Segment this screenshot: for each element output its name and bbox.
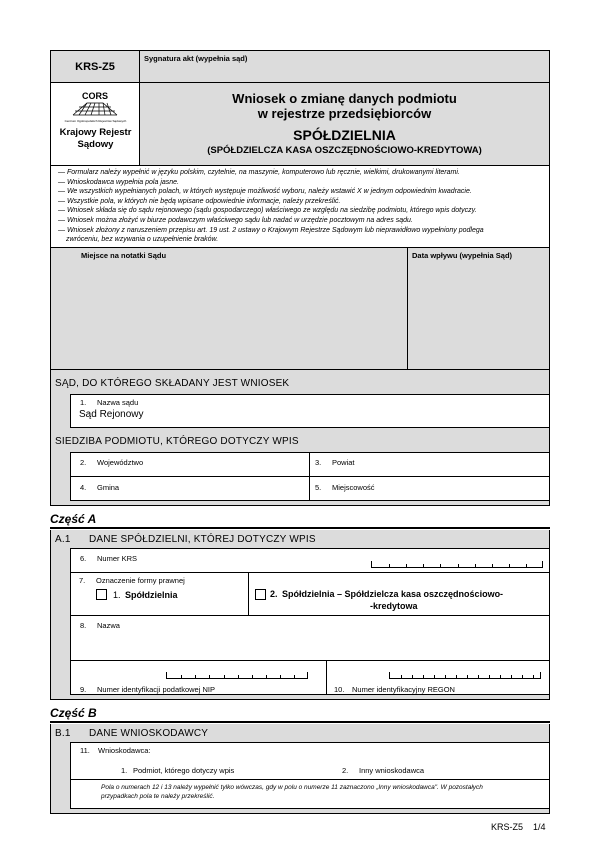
part-a-heading: DANE SPÓŁDZIELNI, KTÓREJ DOTYCZY WPIS (89, 534, 316, 545)
regon-field[interactable] (326, 660, 550, 695)
title-cell (140, 83, 549, 165)
field-number: 11. (80, 746, 90, 755)
part-b-heading: DANE WNIOSKODAWCY (89, 728, 209, 739)
instruction-line: — Formularz należy wypełnić w języku polskim, czytelnie, na maszynie, komputerowo lub ręcznie, wielkimi, drukowanymi literami. (58, 169, 460, 176)
court-notes-label: Miejsce na notatki Sądu (81, 251, 167, 260)
option-entity-label[interactable]: Podmiot, którego dotyczy wpis (133, 766, 235, 775)
field-number: 3. (315, 458, 322, 467)
instruction-line: — Wniosek składa się do sądu rejonowego (sądu gospodarczego) właściwego ze względu na siedzibę podmiotu, którego wpis dotyczy. (58, 207, 477, 215)
instruction-line: — Wszystkie pola, w których nie będą wpisane odpowiednie informacje, należy przekreślić. (58, 197, 341, 205)
instruction-line: — Wnioskodawca wypełnia pola jasne. (58, 178, 180, 186)
registry-line2: Sądowy (77, 139, 114, 150)
krs-number-field[interactable] (70, 548, 550, 573)
option-credit-union-label-cont: -kredytowa (370, 601, 418, 611)
option-credit-union-label: Spółdzielnia – Spółdzielcza kasa oszczędnościowo- (282, 589, 504, 599)
court-name-field[interactable] (70, 394, 550, 428)
instruction-line: — Wniosek można złożyć w biurze podawczym właściwego sądu lub nadać w urzędzie pocztowym na adres sądu. (58, 216, 413, 224)
field-number: 1. (80, 398, 87, 407)
applicant-label: Wnioskodawca: (98, 746, 151, 755)
name-field[interactable] (70, 615, 550, 661)
seat-heading: SIEDZIBA PODMIOTU, KTÓREGO DOTYCZY WPIS (55, 436, 299, 447)
court-heading: SĄD, DO KTÓREGO SKŁADANY JEST WNIOSEK (55, 378, 290, 389)
subtitle-2: (SPÓŁDZIELCZA KASA OSZCZĘDNOŚCIOWO-KREDYTOWA) (207, 145, 482, 156)
logo-cell (51, 83, 140, 165)
legal-form-label: Oznaczenie formy prawnej (96, 576, 185, 585)
county-label: Powiat (332, 458, 355, 467)
part-b-title-rule (50, 721, 550, 723)
court-name-value: Sąd Rejonowy (79, 409, 144, 420)
option-number: 2. (270, 589, 278, 599)
option-credit-union-checkbox[interactable] (255, 589, 266, 600)
instructions-box (50, 166, 550, 248)
court-section-bottom (50, 505, 550, 506)
krs-number-label: Numer KRS (97, 554, 138, 563)
court-notes-area (50, 248, 407, 370)
commune-label: Gmina (97, 483, 120, 492)
court-name-label: Nazwa sądu (97, 398, 139, 407)
footer-code: KRS-Z5 (491, 822, 524, 832)
legal-form-label-cell (71, 573, 249, 615)
title-line2: w rejestrze przedsiębiorców (257, 106, 432, 121)
county-field[interactable] (309, 452, 550, 477)
receipt-date-label: Data wpływu (wypełnia Sąd) (412, 251, 513, 260)
registry-line1: Krajowy Rejestr (59, 127, 132, 138)
form-code-cell (51, 51, 140, 83)
receipt-date-area (407, 248, 550, 370)
page-number: 1/4 (533, 822, 546, 832)
part-a-code: A.1 (55, 534, 71, 545)
signature-cell (140, 51, 549, 83)
nip-char-ticks (166, 672, 308, 679)
nip-label: Numer identyfikacji podatkowej NIP (97, 685, 215, 694)
part-a-title-rule (50, 527, 550, 529)
applicant-note (70, 779, 550, 809)
option-number: 1. (121, 766, 128, 775)
regon-label: Numer identyfikacyjny REGON (352, 685, 455, 694)
instruction-line: zwróceniu, bez wzywania o uzupełnienie braków. (66, 236, 219, 244)
instruction-line: — We wszystkich wypełnianych polach, w których występuje możliwość wyboru, należy wstawić X w jednym odpowiednim kwadracie. (58, 188, 472, 196)
option-other-label[interactable]: Inny wnioskodawca (359, 766, 425, 775)
krs-char-ticks (371, 561, 543, 568)
name-label: Nazwa (97, 621, 120, 630)
field-number: 9. (80, 685, 87, 694)
part-b-title: Część B (50, 706, 97, 720)
nip-field[interactable] (70, 660, 327, 695)
signature-label: Sygnatura akt (wypełnia sąd) (144, 54, 248, 63)
field-number: 2. (80, 458, 87, 467)
commune-field[interactable] (70, 476, 310, 501)
instruction-line: — Wniosek złożony z naruszeniem przepisu art. 19 ust. 2 ustawy o Krajowym Rejestrze Sądowym lub nieprawidłowo wypełniony podlega (58, 226, 484, 234)
cors-logo (65, 89, 125, 121)
option-cooperative-checkbox[interactable] (96, 589, 107, 600)
title-line1: Wniosek o zmianę danych podmiotu (232, 91, 457, 106)
field-number: 7. (79, 576, 86, 585)
note-line: przypadkach pola te należy przekreślić. (101, 793, 215, 800)
regon-char-ticks (389, 672, 541, 679)
field-number: 6. (80, 554, 87, 563)
field-number: 5. (315, 483, 322, 492)
locality-label: Miejscowość (332, 483, 375, 492)
field-number: 4. (80, 483, 87, 492)
subtitle: SPÓŁDZIELNIA (293, 127, 396, 143)
locality-field[interactable] (309, 476, 550, 501)
field-number: 8. (80, 621, 87, 630)
option-cooperative-label: Spółdzielnia (125, 590, 178, 600)
part-b-code: B.1 (55, 728, 71, 739)
logo-subtext: Centrum Ogólnopolskich Rejestrów Sądowych (64, 119, 127, 123)
option-number: 1. (113, 590, 121, 600)
logo-text: CORS (81, 91, 109, 101)
voivodeship-field[interactable] (70, 452, 310, 477)
applicant-field (70, 742, 550, 780)
option-number: 2. (342, 766, 349, 775)
note-line: Pola o numerach 12 i 13 należy wypełnić tylko wówczas, gdy w polu o numerze 11 zaznaczono „Inny wnioskodawca". W pozostałych (101, 784, 483, 791)
field-number: 10. (334, 685, 345, 694)
part-a-title: Część A (50, 512, 97, 526)
form-code: KRS-Z5 (75, 60, 115, 73)
voivodeship-label: Województwo (97, 458, 144, 467)
